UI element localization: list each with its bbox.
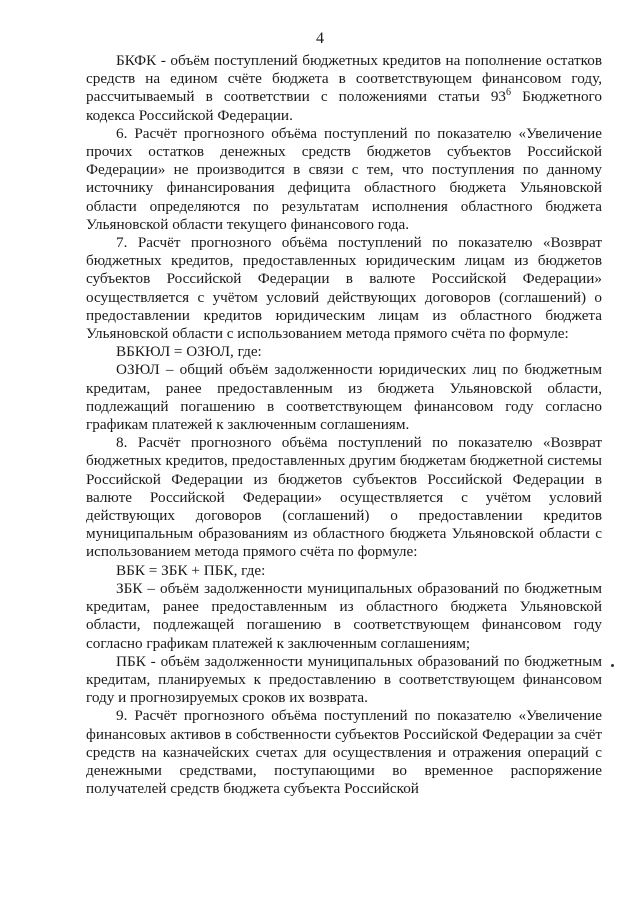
document-body (86, 52, 602, 798)
bkfk-definition-tail: Бюджетного кодекса Российской Федерации. (86, 88, 602, 124)
pbk-definition: ПБК - объём задолженности муниципальных образований по бюджетным кредитам, планируемых к предоставлению в соответствующем финансовом году и прогнозируемых сроков их возврата. (86, 652, 602, 707)
paragraph-7: 7. Расчёт прогнозного объёма поступлений по показателю «Возврат бюджетных кредитов, предоставленных юридическим лицам из бюджетов субъектов Российской Федерации в валюте Российской Федерации» осуществляется с учётом условий действующих договоров (соглашений) о предоставлении кредитов юридическим лицам из областного бюджета Ульяновской области с использованием метода прямого счёта по формуле: (86, 234, 602, 343)
bkfk-definition (86, 52, 602, 125)
paragraph-8: 8. Расчёт прогнозного объёма поступлений по показателю «Возврат бюджетных кредитов, предоставленных другим бюджетам бюджетной системы Российской Федерации из бюджетов субъектов Российской Федерации в валюте Российской Федерации» осуществляется с учётом условий действующих договоров (соглашений) о предоставлении кредитов муниципальным образованиям из областного бюджета Ульяновской области с использованием метода прямого счёта по формуле: (86, 434, 602, 561)
formula-vbk: ВБК = ЗБК + ПБК, где: (116, 561, 266, 579)
formula-vbkul: ВБКЮЛ = ОЗЮЛ, где: (116, 343, 262, 361)
scan-dot-mark (611, 664, 614, 667)
bkfk-superscript: 6 (506, 87, 512, 99)
page-number: 4 (316, 30, 324, 47)
paragraph-6: 6. Расчёт прогнозного объёма поступлений по показателю «Увеличение прочих остатков денежных средств бюджетов субъектов Российской Федерации» не производится в связи с тем, что поступления по данному источнику финансирования дефицита областного бюджета Ульяновской области определяются по результатам исполнения областного бюджета Ульяновской области текущего финансового года. (86, 124, 602, 233)
bkfk-definition-text: БКФК - объём поступлений бюджетных кредитов на пополнение остатков средств на едином счёте бюджета в соответствующем финансовом году, рассчитываемый в соответствии с положениями статьи 93 (86, 52, 602, 106)
ozul-definition: ОЗЮЛ – общий объём задолженности юридических лиц по бюджетным кредитам, ранее предоставленным из бюджета Ульяновской области, подлежащий погашению в соответствующем финансовом году согласно графикам платежей к заключенным соглашениям. (86, 361, 602, 434)
zbk-definition: ЗБК – объём задолженности муниципальных образований по бюджетным кредитам, ранее предоставленным из областного бюджета Ульяновской области, подлежащей погашению в соответствующем финансовом году согласно графикам платежей к заключенным соглашениям; (86, 579, 602, 652)
paragraph-9: 9. Расчёт прогнозного объёма поступлений по показателю «Увеличение финансовых активов в собственности субъектов Российской Федерации за счёт средств на казначейских счетах для осуществления и отражения операций с денежными средствами, поступающими во временное распоряжение получателей средств бюджета субъекта Российской (86, 707, 602, 798)
